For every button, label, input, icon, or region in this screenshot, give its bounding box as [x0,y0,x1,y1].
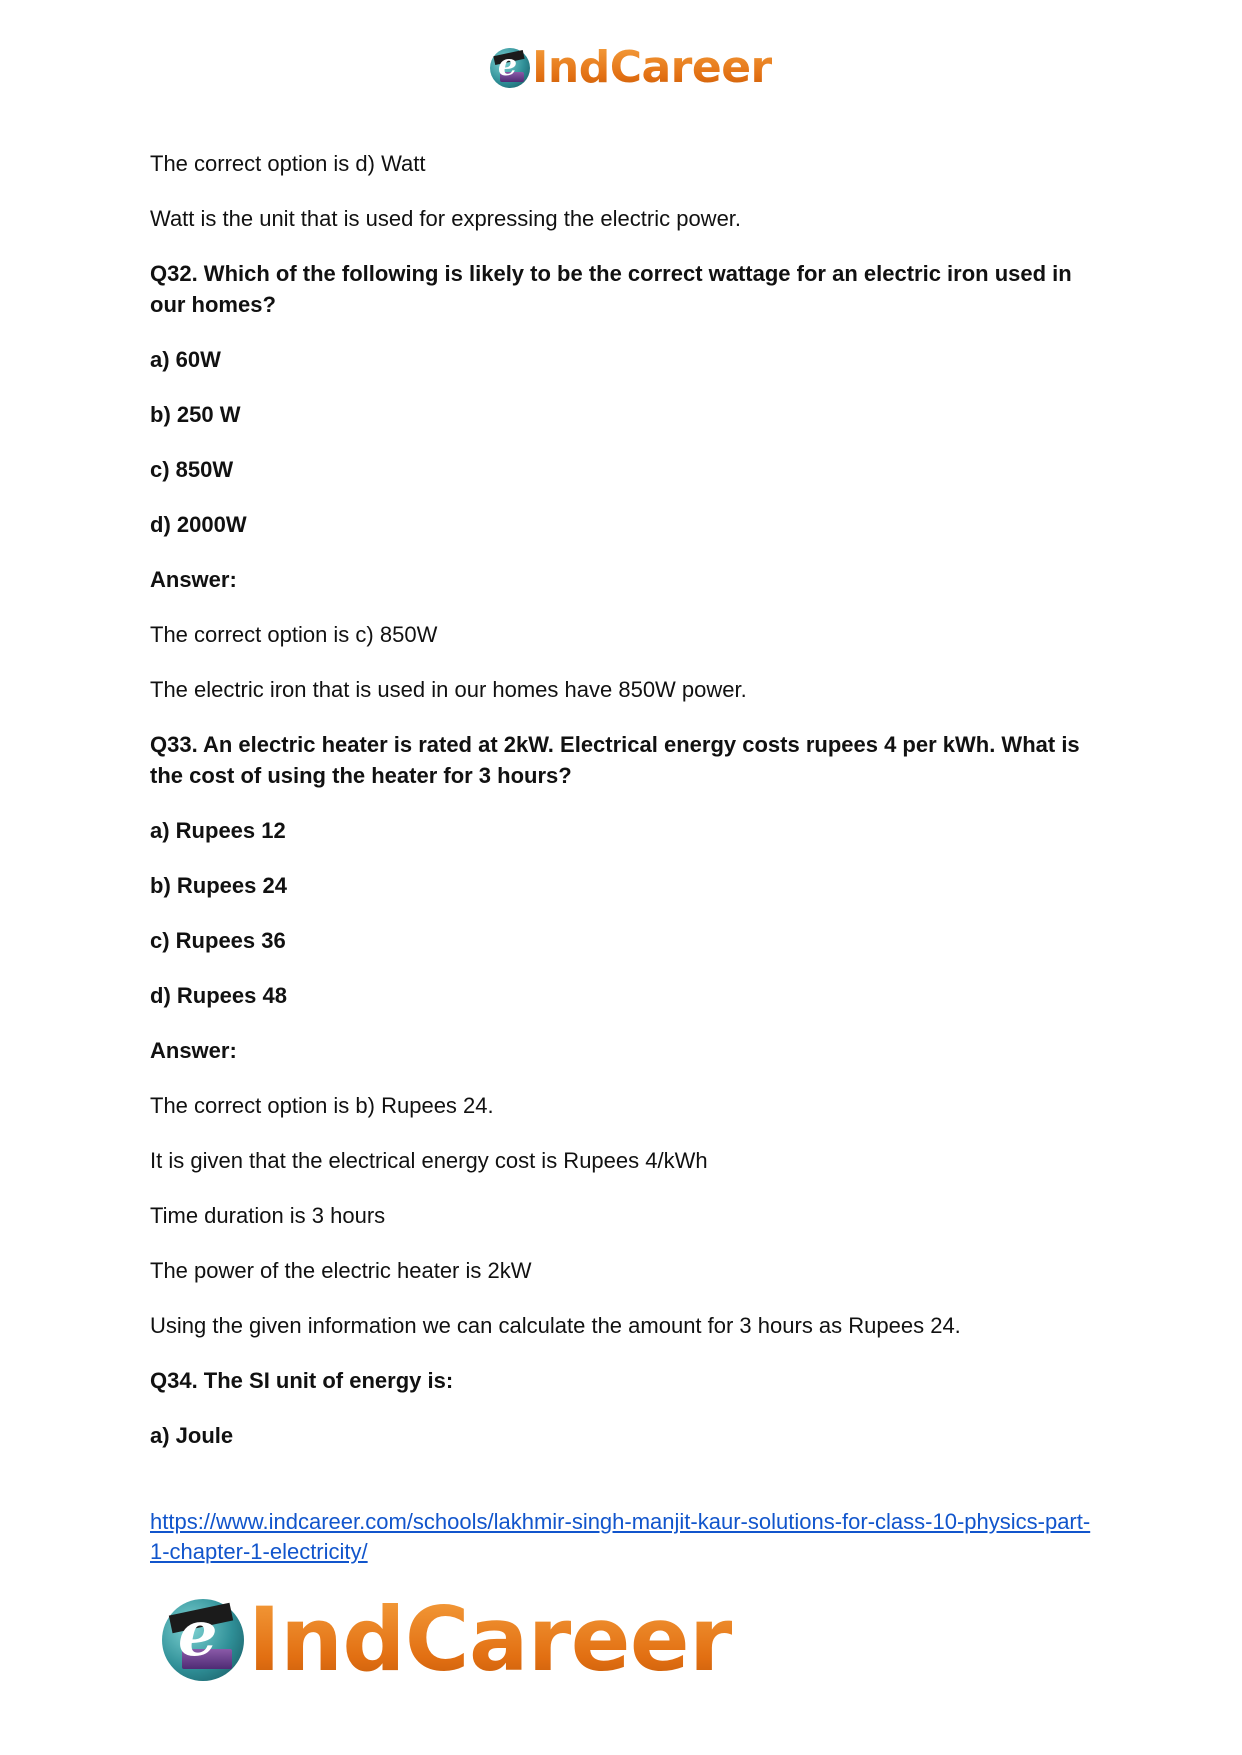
question-line: b) 250 W [150,402,241,427]
header-logo [490,42,772,94]
answer-text: The correct option is c) 850W [150,622,438,647]
source-link[interactable]: https://www.indcareer.com/schools/lakhmir-singh-manjit-kaur-solutions-for-class-10-physics-part-1-chapter-1-electricity/ [150,1509,1091,1564]
question-line: Q32. Which of the following is likely to be the correct wattage for an electric iron used in our homes? [150,261,1072,317]
question-line: Q34. The SI unit of energy is: [150,1368,454,1393]
answer-text: Watt is the unit that is used for expressing the electric power. [150,206,742,231]
question-line: a) Rupees 12 [150,818,286,843]
answer-text: The correct option is b) Rupees 24. [150,1093,494,1118]
question-line: c) 850W [150,457,234,482]
question-line: Answer: [150,1038,237,1063]
footer-logo-text: IndCareer [248,1588,733,1691]
question-line: a) 60W [150,347,221,372]
question-line: c) Rupees 36 [150,928,286,953]
answer-text: The correct option is d) Watt [150,151,426,176]
question-line: Answer: [150,567,237,592]
graduation-cap-globe-icon: e [490,48,530,88]
document-body [150,148,1100,1475]
answer-text: It is given that the electrical energy cost is Rupees 4/kWh [150,1148,708,1173]
answer-text: The power of the electric heater is 2kW [150,1258,532,1283]
answer-text: The electric iron that is used in our homes have 850W power. [150,677,747,702]
question-line: d) 2000W [150,512,247,537]
question-line: Q33. An electric heater is rated at 2kW. Electrical energy costs rupees 4 per kWh. What is the cost of using the heater for 3 hours? [150,732,1080,788]
answer-text: Time duration is 3 hours [150,1203,386,1228]
question-line: a) Joule [150,1423,234,1448]
footer-logo [162,1590,732,1690]
question-line: b) Rupees 24 [150,873,287,898]
question-line: d) Rupees 48 [150,983,287,1008]
header-logo-text: IndCareer [532,42,772,93]
answer-text: Using the given information we can calculate the amount for 3 hours as Rupees 24. [150,1313,961,1338]
graduation-cap-globe-icon: e [162,1599,244,1681]
